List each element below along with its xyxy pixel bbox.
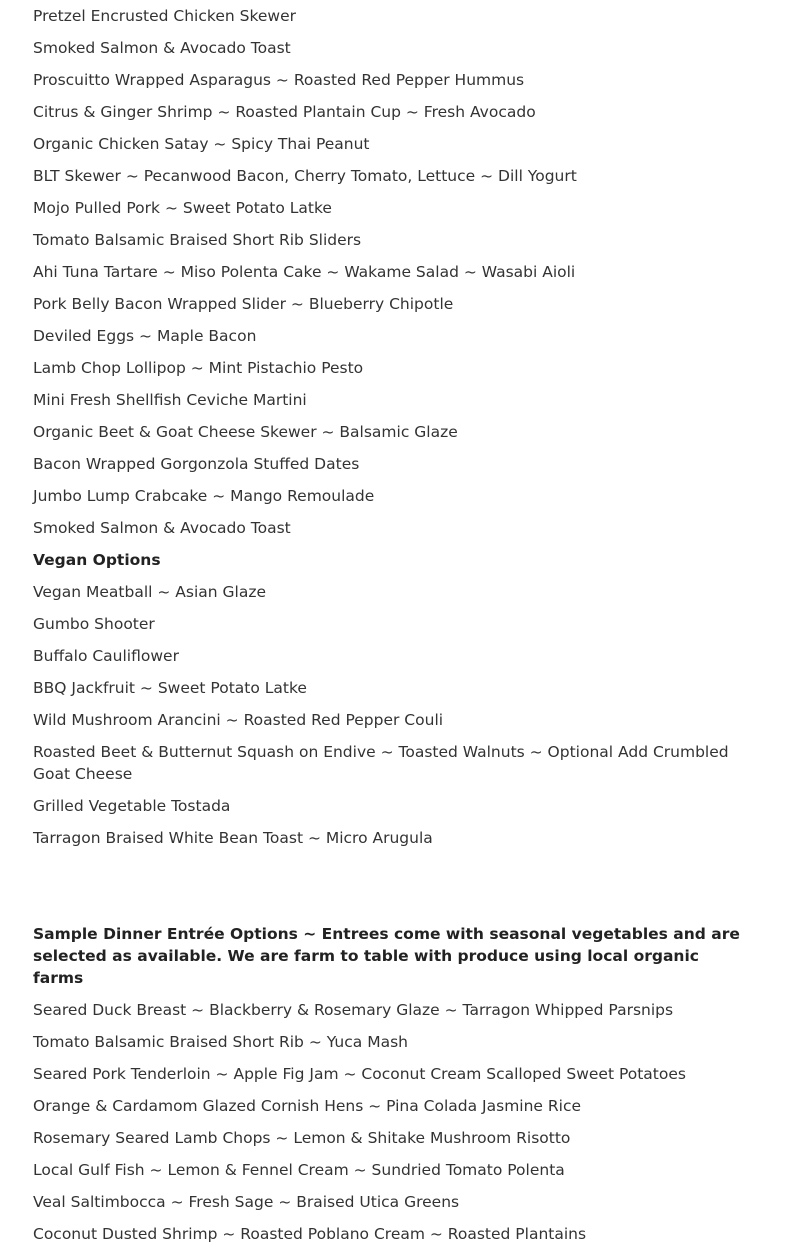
appetizer-list — [33, 5, 753, 539]
menu-item: Buffalo Cauliflower — [33, 647, 179, 665]
menu-item: Tomato Balsamic Braised Short Rib ~ Yuca Mash — [33, 1033, 408, 1051]
menu-item: Lamb Chop Lollipop ~ Mint Pistachio Pesto — [33, 359, 364, 377]
menu-document — [33, 5, 753, 1255]
menu-item: BBQ Jackfruit ~ Sweet Potato Latke — [33, 679, 307, 697]
menu-item: Vegan Meatball ~ Asian Glaze — [33, 583, 267, 601]
menu-item: Mini Fresh Shellfish Ceviche Martini — [33, 391, 307, 409]
menu-item: Coconut Dusted Shrimp ~ Roasted Poblano Cream ~ Roasted Plantains — [33, 1225, 587, 1243]
dinner-heading: Sample Dinner Entrée Options ~ Entrees come with seasonal vegetables and are selected as available. We are farm to table with produce using local organic farms — [33, 925, 740, 987]
menu-item: Local Gulf Fish ~ Lemon & Fennel Cream ~ Sundried Tomato Polenta — [33, 1161, 565, 1179]
vegan-section — [33, 549, 753, 849]
menu-item: Grilled Vegetable Tostada — [33, 797, 231, 815]
menu-item: Organic Beet & Goat Cheese Skewer ~ Balsamic Glaze — [33, 423, 458, 441]
section-spacer — [33, 859, 753, 923]
menu-item: Seared Duck Breast ~ Blackberry & Rosemary Glaze ~ Tarragon Whipped Parsnips — [33, 1001, 674, 1019]
menu-item: Citrus & Ginger Shrimp ~ Roasted Plantain Cup ~ Fresh Avocado — [33, 103, 536, 121]
menu-item: Proscuitto Wrapped Asparagus ~ Roasted Red Pepper Hummus — [33, 71, 525, 89]
menu-item: Pork Belly Bacon Wrapped Slider ~ Blueberry Chipotle — [33, 295, 454, 313]
menu-item: Roasted Beet & Butternut Squash on Endive ~ Toasted Walnuts ~ Optional Add Crumbled Goat Cheese — [33, 743, 729, 783]
menu-item: Rosemary Seared Lamb Chops ~ Lemon & Shitake Mushroom Risotto — [33, 1129, 571, 1147]
menu-item: Ahi Tuna Tartare ~ Miso Polenta Cake ~ Wakame Salad ~ Wasabi Aioli — [33, 263, 576, 281]
menu-item: Smoked Salmon & Avocado Toast — [33, 519, 291, 537]
menu-item: Wild Mushroom Arancini ~ Roasted Red Pepper Couli — [33, 711, 444, 729]
menu-item: Deviled Eggs ~ Maple Bacon — [33, 327, 257, 345]
menu-item: Jumbo Lump Crabcake ~ Mango Remoulade — [33, 487, 375, 505]
menu-item: Mojo Pulled Pork ~ Sweet Potato Latke — [33, 199, 332, 217]
vegan-heading: Vegan Options — [33, 551, 161, 569]
menu-item: Bacon Wrapped Gorgonzola Stuffed Dates — [33, 455, 360, 473]
menu-item: Orange & Cardamom Glazed Cornish Hens ~ Pina Colada Jasmine Rice — [33, 1097, 582, 1115]
menu-item: Seared Pork Tenderloin ~ Apple Fig Jam ~ Coconut Cream Scalloped Sweet Potatoes — [33, 1065, 686, 1083]
menu-item: BLT Skewer ~ Pecanwood Bacon, Cherry Tomato, Lettuce ~ Dill Yogurt — [33, 167, 577, 185]
menu-item: Smoked Salmon & Avocado Toast — [33, 39, 291, 57]
menu-item: Gumbo Shooter — [33, 615, 155, 633]
menu-item: Organic Chicken Satay ~ Spicy Thai Peanut — [33, 135, 370, 153]
menu-item: Veal Saltimbocca ~ Fresh Sage ~ Braised Utica Greens — [33, 1193, 460, 1211]
menu-item: Tomato Balsamic Braised Short Rib Sliders — [33, 231, 362, 249]
dinner-section — [33, 923, 753, 1245]
menu-item: Tarragon Braised White Bean Toast ~ Micro Arugula — [33, 829, 433, 847]
menu-item: Pretzel Encrusted Chicken Skewer — [33, 7, 296, 25]
